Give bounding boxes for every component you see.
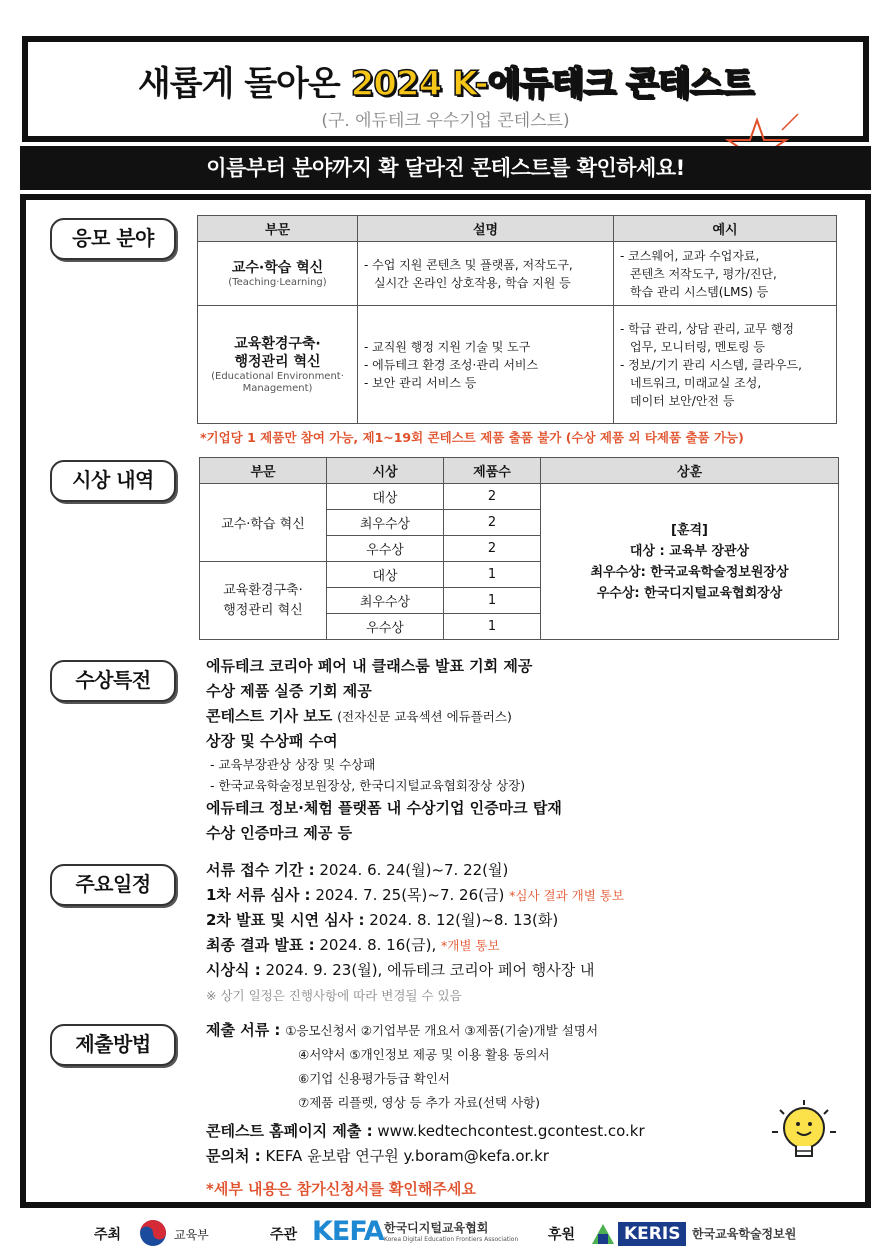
award-group-cell: 교육환경구축· 행정관리 혁신 [200,562,327,640]
lightbulb-character-icon [770,1098,840,1168]
award-prize-cell: 대상 [327,562,444,588]
field-example-cell: - 학급 관리, 상담 관리, 교무 행정 업무, 모니터링, 멘토링 등 - 정보/기기 관리 시스템, 클라우드, 네트워크, 미래교실 조성, 데이터 보안/안전 등 [614,306,837,424]
table-row [198,306,837,424]
footer-host-label: 주최 [94,1227,122,1243]
section-label-schedule: 주요일정 [50,864,176,906]
list-item: - 교육부장관상 상장 및 수상패 [210,757,376,772]
footer [0,1214,891,1254]
schedule-item: 시상식 : 2024. 9. 23(월), 에듀테크 코리아 페어 행사장 내 [206,961,595,979]
keris-mark-icon [590,1220,616,1246]
section-label-benefits: 수상특전 [50,660,176,702]
footer-sponsor-label: 후원 [548,1227,576,1243]
award-prize-cell: 우수상 [327,614,444,640]
award-table [199,457,839,640]
award-header-prize: 시상 [327,458,444,484]
subtitle: (구. 에듀테크 우수기업 콘테스트) [321,111,570,131]
award-group-cell: 교수·학습 혁신 [200,484,327,562]
list-item: 에듀테크 코리아 페어 내 클래스룸 발표 기회 제공 [206,657,533,675]
submission-site: 콘테스트 홈페이지 제출 : www.kedtechcontest.gcontest.co.kr [206,1122,645,1140]
award-prize-cell: 최우수상 [327,510,444,536]
table-row [198,242,837,306]
submission-docs-line: ④서약서 ⑤개인정보 제공 및 이용 활용 동의서 [298,1047,550,1062]
footer-organizer: 한국디지털교육협회 [384,1221,489,1235]
table-row [200,484,839,510]
footer-host: 교육부 [174,1228,209,1242]
submission-contact: 문의처 : KEFA 윤보람 연구원 y.boram@kefa.or.kr [206,1147,549,1165]
award-header-honors: 상훈 [541,458,839,484]
kefa-logo: KEFA [312,1216,384,1247]
submission-docs-line: ⑦제품 리플렛, 영상 등 추가 자료(선택 사항) [298,1095,540,1110]
schedule-item: 최종 결과 발표 : 2024. 8. 16(금), *개별 통보 [206,936,500,954]
list-item: 에듀테크 정보·체험 플랫폼 내 수상기업 인증마크 탑재 [206,799,562,817]
section-label-field: 응모 분야 [50,218,176,260]
award-count-cell: 2 [444,510,541,536]
award-count-cell: 2 [444,484,541,510]
award-count-cell: 1 [444,588,541,614]
award-count-cell: 2 [444,536,541,562]
schedule-item: 2차 발표 및 시연 심사 : 2024. 8. 12(월)~8. 13(화) [206,911,559,929]
footer-organizer-en: Korea Digital Education Frontiers Association [384,1236,519,1243]
award-header-category: 부문 [200,458,327,484]
award-honors-cell: [훈격] 대상 : 교육부 장관상 최우수상: 한국교육학술정보원장상 우수상: 한국디지털교육협회장상 [541,484,839,640]
field-table [197,215,837,424]
award-count-cell: 1 [444,614,541,640]
footer-organizer-label: 주관 [270,1227,298,1243]
submission-docs: 제출 서류 : ①응모신청서 ②기업부문 개요서 ③제품(기술)개발 설명서 [206,1021,599,1039]
benefits-list [206,654,562,846]
list-item: - 한국교육학술정보원장상, 한국디지털교육협회장상 상장) [210,778,526,793]
field-description-cell: - 수업 지원 콘텐츠 및 플랫폼, 저작도구, 실시간 온라인 상호작용, 학습 지원 등 [358,242,614,306]
keris-logo: KERIS [618,1222,686,1246]
submission-block [206,1018,645,1202]
list-item: 수상 인증마크 제공 등 [206,824,353,842]
schedule-remark: ※ 상기 일정은 진행사항에 따라 변경될 수 있음 [206,988,462,1003]
footer-sponsor: 한국교육학술정보원 [692,1227,797,1241]
schedule-list [206,858,624,1008]
list-item: 수상 제품 실증 기회 제공 [206,682,372,700]
field-category-cell: 교수·학습 혁신 (Teaching·Learning) [198,242,358,306]
schedule-item: 1차 서류 심사 : 2024. 7. 25(목)~7. 26(금) *심사 결과 개별 통보 [206,886,624,904]
award-count-cell: 1 [444,562,541,588]
award-prize-cell: 우수상 [327,536,444,562]
field-note: *기업당 1 제품만 참여 가능, 제1~19회 콘테스트 제품 출품 불가 (수상 제품 외 타제품 출품 가능) [200,430,744,445]
award-header-count: 제품수 [444,458,541,484]
award-prize-cell: 최우수상 [327,588,444,614]
list-item: 상장 및 수상패 수여 [206,732,338,750]
contact-email[interactable]: KEFA 윤보람 연구원 y.boram@kefa.or.kr [260,1147,549,1165]
field-description-cell: - 교직원 행정 지원 기술 및 도구 - 에듀테크 환경 조성·관리 서비스 - 보안 관리 서비스 등 [358,306,614,424]
section-label-awards: 시상 내역 [50,460,176,502]
moe-emblem-icon [138,1218,168,1248]
field-category-cell: 교육환경구축· 행정관리 혁신 (Educational Environment· Management) [198,306,358,424]
field-header-example: 예시 [614,216,837,242]
banner: 이름부터 분야까지 확 달라진 콘테스트를 확인하세요! [20,146,871,190]
schedule-item: 서류 접수 기간 : 2024. 6. 24(월)~7. 22(월) [206,861,509,879]
title-highlight: 2024 K-에듀테크 콘테스트 [350,64,754,104]
page-title: 새롭게 돌아온 2024 K-에듀테크 콘테스트 [137,64,754,104]
field-header-category: 부문 [198,216,358,242]
section-label-submission: 제출방법 [50,1024,176,1066]
list-item: 콘테스트 기사 보도 (전자신문 교육섹션 에듀플러스) [206,707,512,725]
submission-docs-line: ⑥기업 신용평가등급 확인서 [298,1071,450,1086]
field-header-description: 설명 [358,216,614,242]
award-prize-cell: 대상 [327,484,444,510]
homepage-link[interactable]: www.kedtechcontest.gcontest.co.kr [372,1122,645,1140]
submission-note: *세부 내용은 참가신청서를 확인해주세요 [206,1180,476,1198]
field-example-cell: - 코스웨어, 교과 수업자료, 콘텐츠 저작도구, 평가/진단, 학습 관리 시스템(LMS) 등 [614,242,837,306]
